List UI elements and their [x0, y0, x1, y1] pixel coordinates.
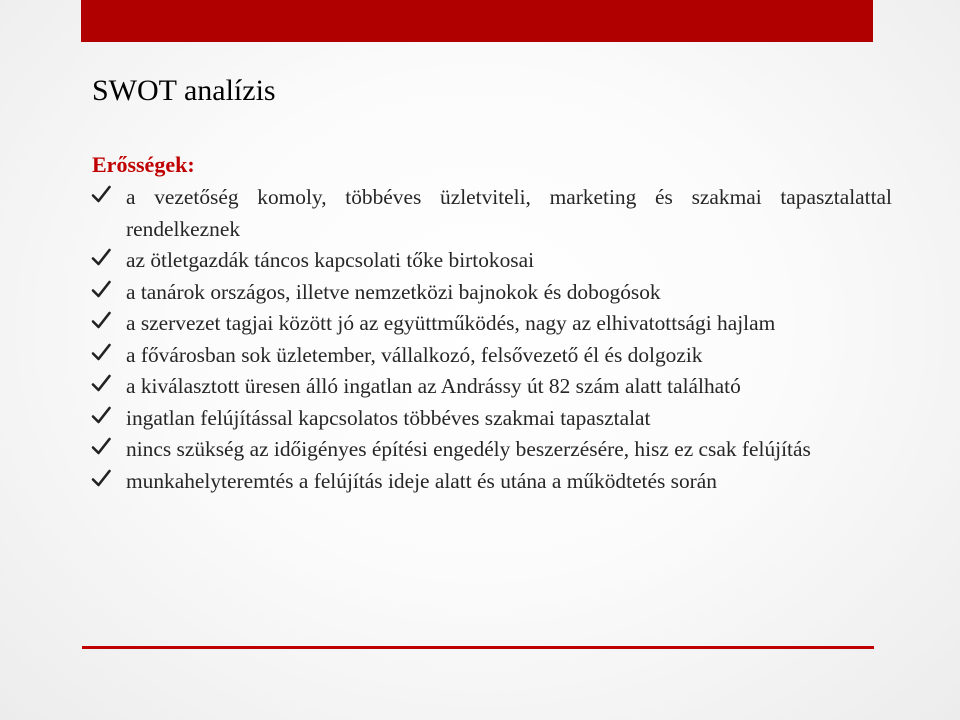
checkmark-icon — [90, 341, 112, 363]
list-item-text: a szervezet tagjai között jó az együttműködés, nagy az elhivatottsági hajlam — [126, 311, 776, 335]
strengths-list — [92, 182, 892, 497]
list-item — [92, 340, 892, 372]
checkmark-icon — [90, 435, 112, 457]
slide-title: SWOT analízis — [92, 74, 276, 107]
checkmark-icon — [90, 278, 112, 300]
list-item-text: a fővárosban sok üzletember, vállalkozó, felsővezető él és dolgozik — [126, 342, 703, 367]
list-item-text: az ötletgazdák táncos kapcsolati tőke birtokosai — [126, 248, 535, 272]
list-item — [92, 182, 892, 245]
list-item — [92, 245, 892, 277]
list-item-text: a tanárok országos, illetve nemzetközi bajnokok és dobogósok — [126, 279, 661, 304]
list-item — [92, 466, 892, 498]
list-item-text: nincs szükség az időigényes építési engedély beszerzésére, hisz ez csak felújítás — [126, 437, 811, 461]
checkmark-icon — [90, 309, 112, 331]
list-item-text: a kiválasztott üresen álló ingatlan az Andrássy út 82 szám alatt található — [126, 374, 741, 398]
list-item — [92, 403, 892, 435]
list-item-text: ingatlan felújítással kapcsolatos többéves szakmai tapasztalat — [126, 405, 651, 430]
list-item-text: a vezetőség komoly, többéves üzletviteli, marketing és szakmai tapasztalattal rendelkeznek — [126, 185, 892, 241]
checkmark-icon — [90, 467, 112, 489]
top-accent-bar — [81, 0, 873, 42]
section-heading-strengths: Erősségek: — [92, 152, 195, 177]
list-item — [92, 277, 892, 309]
list-item-text: munkahelyteremtés a felújítás ideje alatt és utána a működtetés során — [126, 468, 717, 493]
list-item — [92, 308, 892, 340]
checkmark-icon — [90, 404, 112, 426]
checkmark-icon — [90, 372, 112, 394]
checkmark-icon — [90, 183, 112, 205]
list-item — [92, 434, 892, 466]
list-item — [92, 371, 892, 403]
checkmark-icon — [90, 246, 112, 268]
bottom-divider — [82, 646, 874, 649]
